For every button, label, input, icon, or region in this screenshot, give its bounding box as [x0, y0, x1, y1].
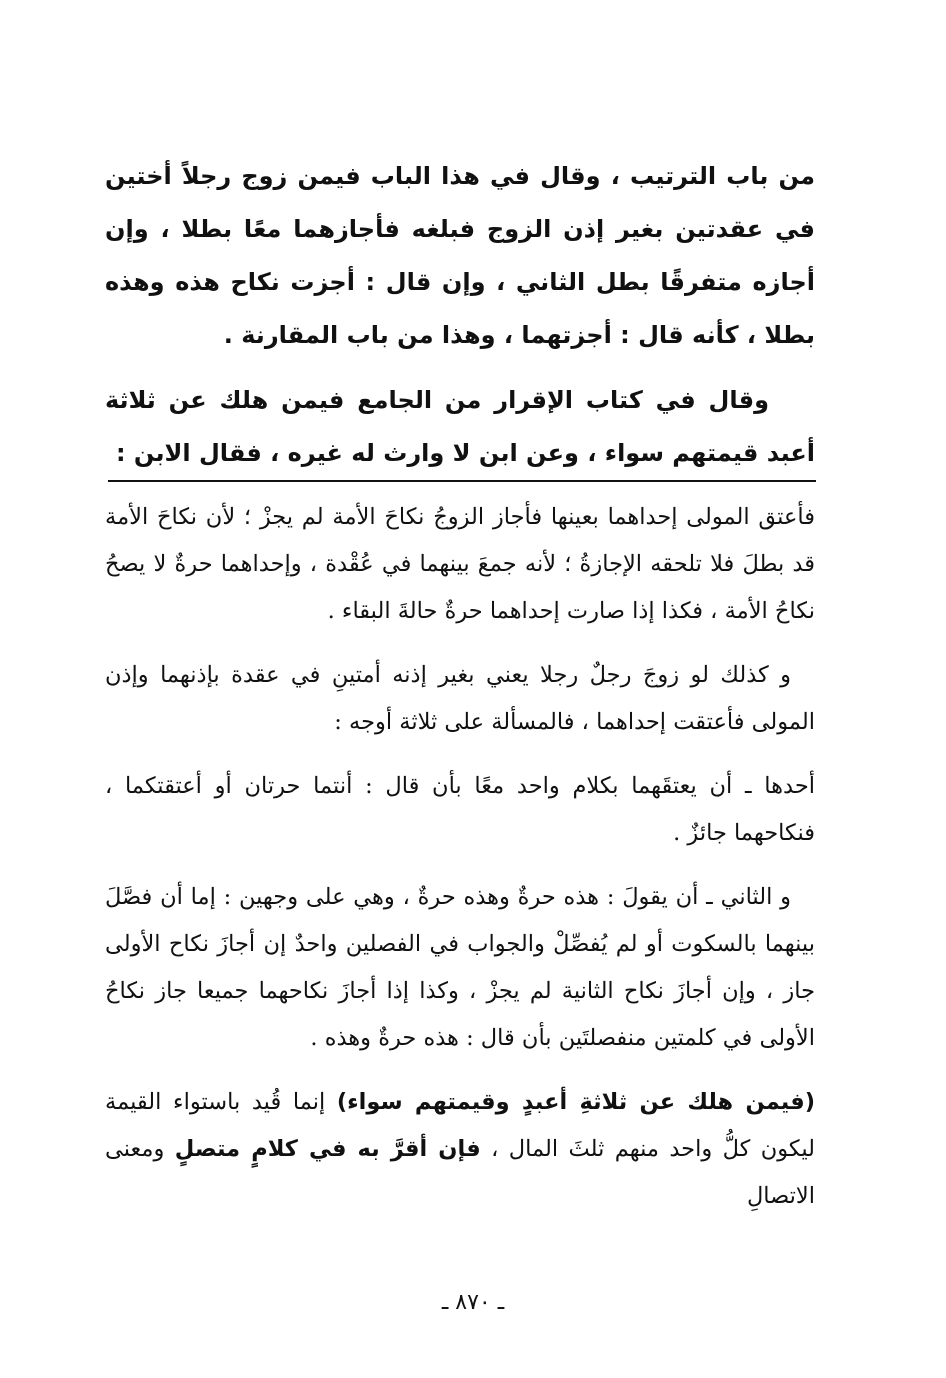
- commentary-text-mid: إنما قُيد باستواء القيمة ليكون كلُّ واحد منهم ثلثَ المال ،: [105, 1089, 815, 1162]
- main-paragraph-2: وقال في كتاب الإقرار من الجامع فيمن هلك عن ثلاثة أعبد قيمتهم سواء ، وعن ابن لا وارث له غيره ، فقال الابن :: [105, 386, 815, 467]
- commentary-paragraph-4: و الثاني ـ أن يقولَ : هذه حرةٌ وهذه حرةٌ ، وهي على وجهين : إما أن فصَّلَ بينهما بالسكوت أو لم يُفصِّلْ والجواب في الفصلين واحدٌ إن أجازَ نكاح الأولى جاز ، وإن أجازَ نكاح الثانية لم يجزْ ، وكذا إذا أجازَ نكاحهما جميعا جاز نكاحُ الأولى في كلمتين منفصلتَين بأن قال : هذه حرةٌ وهذه .: [105, 884, 815, 1051]
- page-number: ـ ٨٧٠ ـ: [441, 1290, 505, 1315]
- commentary-paragraph-5: [105, 1079, 815, 1220]
- quoted-text: (فيمن هلك عن ثلاثةِ أعبدٍ وقيمتهم سواء): [336, 1089, 815, 1115]
- commentary-paragraph-1: فأعتق المولى إحداهما بعينها فأجاز الزوجُ نكاحَ الأمة لم يجزْ ؛ لأن نكاحَ الأمة قد بطلَ فلا تلحقه الإجازةُ ؛ لأنه جمعَ بينهما في عُقْدة ، وإحداهما حرةٌ لا يصحُ نكاحُ الأمة ، فكذا إذا صارت إحداهما حرةٌ حالةَ البقاء .: [105, 504, 815, 624]
- commentary-paragraph-2: و كذلك لو زوجَ رجلٌ رجلا يعني بغير إذنه أمتينِ في عقدة بإذنهما وإذن المولى فأعتقت إحداهما ، فالمسألة على ثلاثة أوجه :: [105, 662, 815, 735]
- commentary-paragraph-3: أحدها ـ أن يعتقَهما بكلام واحد معًا بأن قال : أنتما حرتان أو أعتقتكما ، فنكاحهما جائزٌ .: [105, 773, 815, 846]
- footnote-divider: [108, 480, 816, 482]
- commentary-text-end: ومعنى الاتصالِ: [105, 1136, 815, 1209]
- main-text: [105, 150, 815, 492]
- commentary-text: [105, 494, 815, 1237]
- main-paragraph-1: من باب الترتيب ، وقال في هذا الباب فيمن زوج رجلاً أختين في عقدتين بغير إذن الزوج فبلغه فأجازهما معًا بطلا ، وإن أجازه متفرقًا بطل الثاني ، وإن قال : أجزت نكاح هذه وهذه بطلا ، كأنه قال : أجزتهما ، وهذا من باب المقارنة .: [105, 162, 815, 349]
- quoted-text-2: فإن أقرَّ به في كلامٍ متصلٍ: [174, 1136, 481, 1162]
